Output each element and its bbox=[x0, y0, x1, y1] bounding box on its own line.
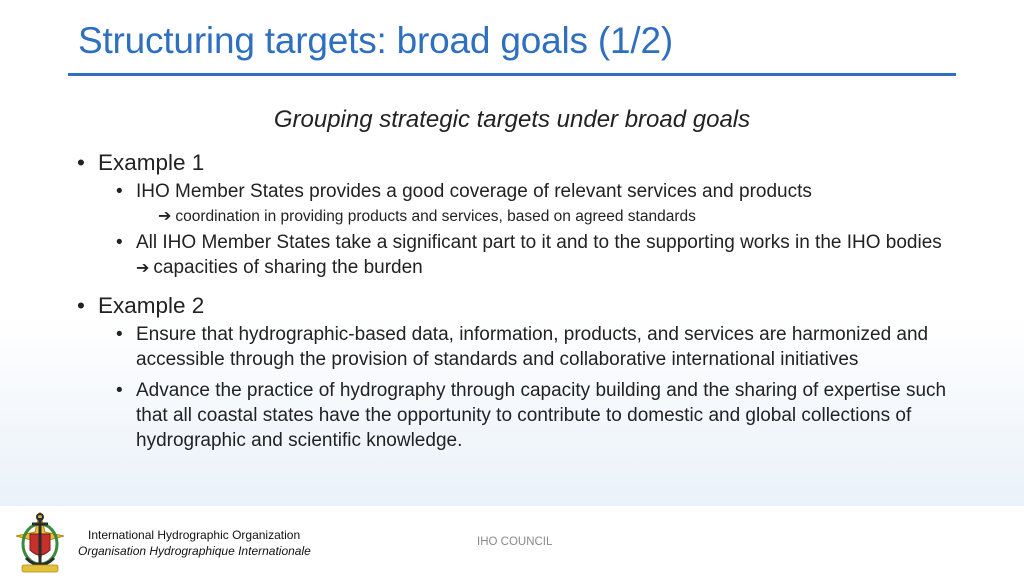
org-name-french: Organisation Hydrographique Internationale bbox=[78, 544, 311, 558]
slide-footer bbox=[0, 506, 1024, 576]
bullet-ex2-item-1 bbox=[116, 322, 972, 372]
arrow-right-icon: ➔ bbox=[136, 260, 150, 277]
footer-council-label: IHO COUNCIL bbox=[477, 536, 553, 548]
ex2-item-1-text: Ensure that hydrographic-based data, information, products, and services are harmonized and accessible through the provision of standards and collaborative international initiatives bbox=[136, 324, 929, 370]
bullet-icon: • bbox=[116, 181, 123, 202]
ex1-item-1-sub bbox=[158, 206, 972, 228]
bullet-icon: • bbox=[116, 380, 123, 401]
slide-subtitle: Grouping strategic targets under broad goals bbox=[273, 106, 751, 133]
bullet-icon: • bbox=[77, 293, 85, 318]
ex1-item-2-text-after: capacities of sharing the burden bbox=[153, 257, 423, 278]
ex2-item-2-text: Advance the practice of hydrography through capacity building and the sharing of expertise such that all coastal states have the opportunity to contribute to domestic and global collections of hydrographic and scientific knowledge. bbox=[136, 380, 947, 451]
bullet-list bbox=[72, 146, 972, 453]
example-1-label: Example 1 bbox=[98, 150, 205, 175]
bullet-icon: • bbox=[116, 232, 123, 253]
ex1-item-1-sub-text: coordination in providing products and services, based on agreed standards bbox=[175, 208, 696, 225]
bullet-ex2-item-2 bbox=[116, 378, 972, 453]
example-2-label: Example 2 bbox=[98, 293, 205, 318]
bullet-example-2 bbox=[72, 291, 972, 321]
bullet-icon: • bbox=[77, 150, 85, 175]
bullet-ex1-item-1 bbox=[116, 179, 972, 204]
bullet-example-1 bbox=[72, 148, 972, 178]
org-name-english: International Hydrographic Organization bbox=[88, 528, 301, 542]
bullet-ex1-item-2 bbox=[116, 230, 972, 281]
iho-anchor-emblem-icon bbox=[14, 510, 66, 574]
title-rule bbox=[68, 73, 956, 76]
ex1-item-1-text: IHO Member States provides a good coverage of relevant services and products bbox=[136, 181, 812, 202]
arrow-right-icon: ➔ bbox=[158, 208, 172, 225]
bullet-icon: • bbox=[116, 324, 123, 345]
slide-title: Structuring targets: broad goals (1/2) bbox=[78, 20, 673, 61]
ex1-item-2-text-before: All IHO Member States take a significant part to it and to the supporting works in the IHO bodies bbox=[136, 232, 942, 253]
